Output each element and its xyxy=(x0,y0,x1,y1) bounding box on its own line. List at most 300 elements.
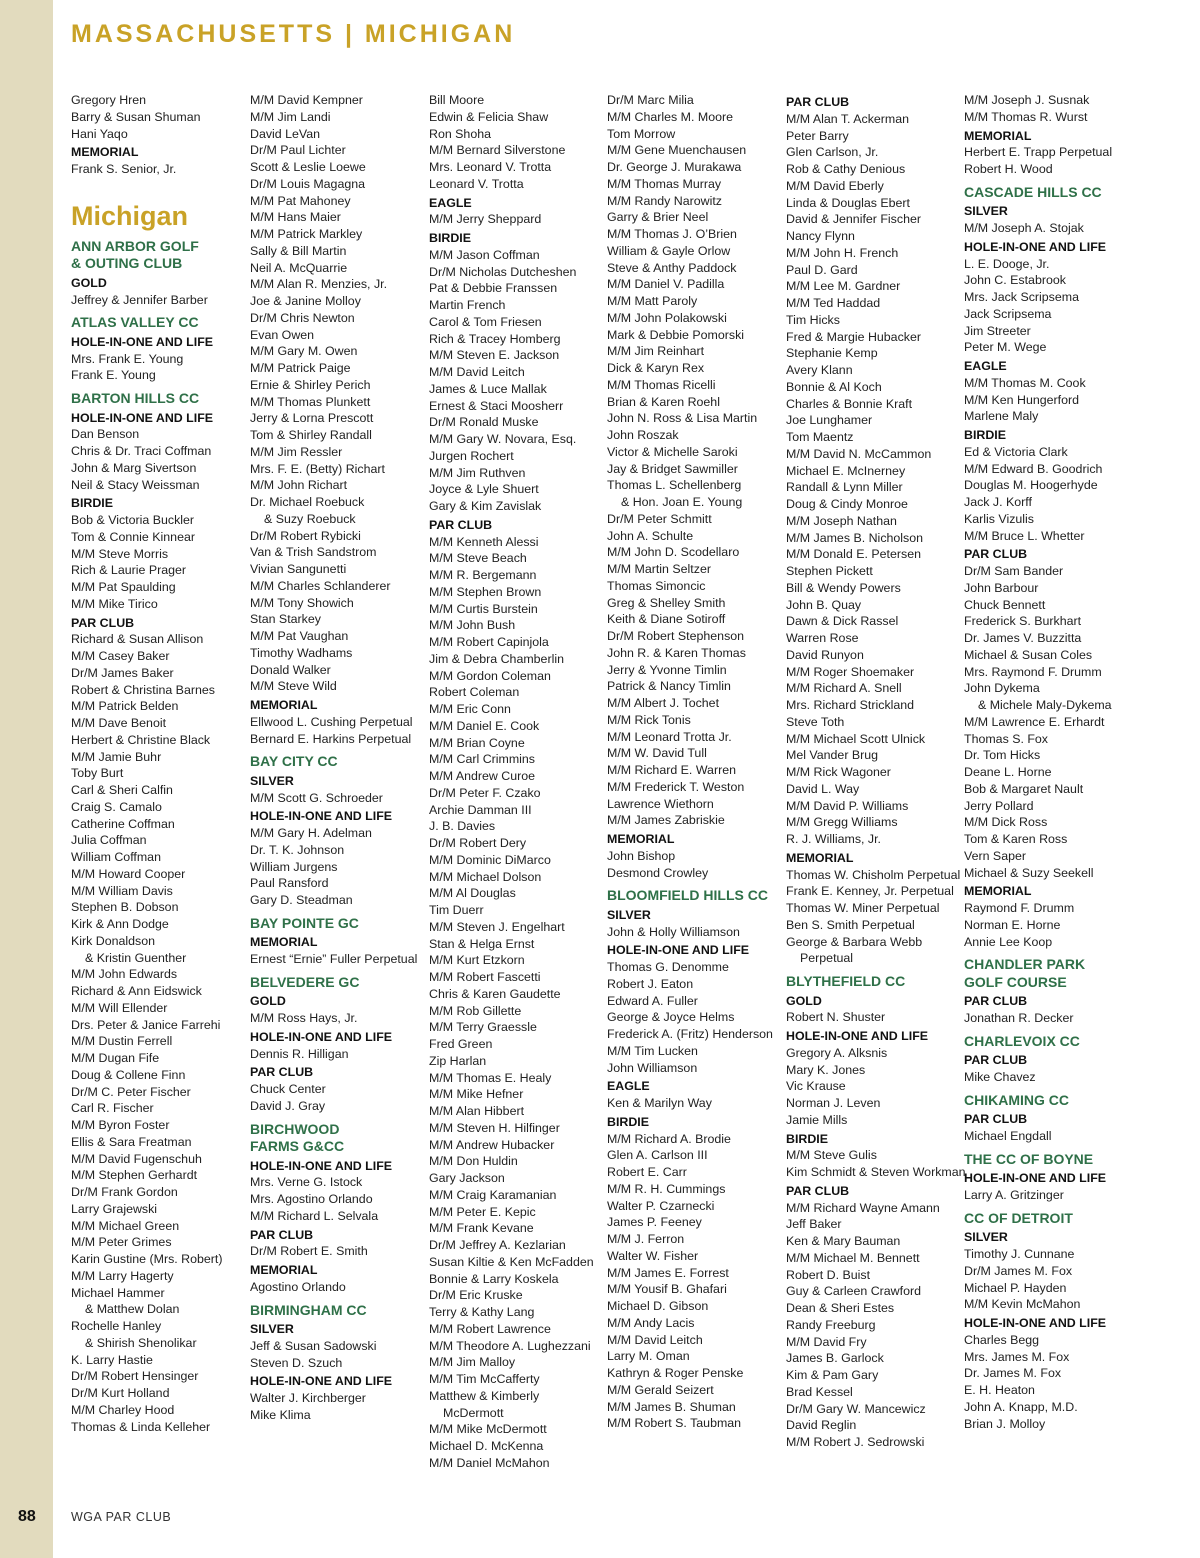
member-name: Norman E. Horne xyxy=(964,917,1061,932)
member-name: Frederick S. Burkhart xyxy=(964,614,1082,629)
member-name: M/M Patrick Belden xyxy=(71,699,179,714)
club-name: CHIKAMING CC xyxy=(964,1091,1069,1108)
member-name: M/M David Eberly xyxy=(786,178,884,193)
member-name: Timothy Wadhams xyxy=(250,645,353,660)
member-name: Thomas & Linda Kelleher xyxy=(71,1419,211,1434)
column-3 xyxy=(429,92,601,1472)
member-name: Robert E. Carr xyxy=(607,1165,687,1179)
member-name: M/M Martin Seltzer xyxy=(607,562,711,576)
member-name: K. Larry Hastie xyxy=(71,1352,153,1367)
member-name: Jay & Bridget Sawmiller xyxy=(607,461,738,476)
member-name: Van & Trish Sandstrom xyxy=(250,545,377,560)
member-name: Karlis Vizulis xyxy=(964,511,1035,526)
member-name: Jim Streeter xyxy=(964,323,1031,338)
member-name: Patrick & Nancy Timlin xyxy=(607,679,731,694)
member-name: Peter Barry xyxy=(786,128,849,143)
club-name: BIRCHWOOD xyxy=(250,1120,340,1137)
member-name: John Roszak xyxy=(607,428,679,442)
member-name: Craig S. Camalo xyxy=(71,799,162,814)
member-name: Lawrence Wiethorn xyxy=(607,796,714,811)
member-name: Gary Jackson xyxy=(429,1171,505,1185)
member-name: M/M Rick Tonis xyxy=(607,712,691,727)
member-name: M/M James B. Nicholson xyxy=(786,530,924,545)
member-name: Mrs. Jack Scripsema xyxy=(964,290,1079,304)
member-name: M/M Steven E. Jackson xyxy=(429,348,560,363)
membership-level: HOLE-IN-ONE AND LIFE xyxy=(71,410,214,425)
member-name: M/M R. H. Cummings xyxy=(607,1181,726,1196)
member-name: Martin French xyxy=(429,298,506,312)
member-name: M/M Thomas R. Wurst xyxy=(964,109,1088,124)
member-name: M/M Daniel E. Cook xyxy=(429,718,540,733)
member-name: Mel Vander Brug xyxy=(786,748,879,763)
club-name: CC OF DETROIT xyxy=(964,1209,1073,1226)
member-name: Paul D. Gard xyxy=(786,262,858,277)
member-name: Thomas S. Fox xyxy=(964,731,1049,746)
member-name: Terry & Kathy Lang xyxy=(429,1305,535,1319)
member-name: M/M Richard E. Warren xyxy=(607,763,736,777)
member-name: Mike Klima xyxy=(250,1407,311,1422)
member-name: Dean & Sheri Estes xyxy=(786,1301,895,1315)
member-name: Mrs. Richard Strickland xyxy=(786,698,915,712)
membership-level: MEMORIAL xyxy=(607,832,675,846)
member-name: M/M W. David Tull xyxy=(607,746,707,761)
member-name: M/M Michael Scott Ulnick xyxy=(786,731,926,746)
member-name: John R. & Karen Thomas xyxy=(607,645,746,660)
member-name: John & Marg Sivertson xyxy=(71,460,197,475)
member-name: Thomas G. Denomme xyxy=(607,960,729,974)
member-name: Chuck Bennett xyxy=(964,597,1046,612)
member-name: M/M Dustin Ferrell xyxy=(71,1034,173,1049)
member-name: Vic Krause xyxy=(786,1079,846,1094)
member-name: Stephen B. Dobson xyxy=(71,900,179,915)
member-name: M/M William Davis xyxy=(71,883,173,898)
member-name: M/M Stephen Brown xyxy=(429,584,542,599)
membership-level: GOLD xyxy=(786,993,822,1008)
member-name: John N. Ross & Lisa Martin xyxy=(607,411,758,426)
member-name: John C. Estabrook xyxy=(964,273,1066,288)
membership-level: MEMORIAL xyxy=(786,850,854,865)
member-name: M/M Richard A. Snell xyxy=(786,681,902,696)
member-name: Deane L. Horne xyxy=(964,765,1052,779)
member-name: Larry A. Gritzinger xyxy=(964,1188,1064,1202)
column-2 xyxy=(250,92,422,1424)
club-name: CASCADE HILLS CC xyxy=(964,183,1102,200)
member-name: Ernest “Ernie” Fuller Perpetual xyxy=(250,952,418,966)
membership-level: HOLE-IN-ONE AND LIFE xyxy=(964,239,1107,254)
member-name: Karin Gustine (Mrs. Robert) xyxy=(71,1252,223,1266)
member-name: M/M Steve Beach xyxy=(429,551,527,566)
member-name-continued: & Matthew Dolan xyxy=(85,1302,180,1317)
member-name: Fred & Margie Hubacker xyxy=(786,329,921,344)
member-name: Dr/M Kurt Holland xyxy=(71,1386,170,1400)
member-name: Steven D. Szuch xyxy=(250,1355,343,1370)
member-name: M/M Frederick T. Weston xyxy=(607,779,745,794)
member-name: Kirk & Ann Dodge xyxy=(71,917,169,931)
member-name: Bill & Wendy Powers xyxy=(786,580,901,595)
member-name: Mrs. Agostino Orlando xyxy=(250,1192,373,1206)
member-name: M/M Albert J. Tochet xyxy=(607,696,720,710)
member-name: M/M Alan T. Ackerman xyxy=(786,111,910,126)
member-name: Dr/M Peter Schmitt xyxy=(607,511,712,526)
member-name: M/M Jim Ruthven xyxy=(429,465,526,480)
member-name: Edwin & Felicia Shaw xyxy=(429,109,549,124)
member-name: Dr/M C. Peter Fischer xyxy=(71,1084,191,1099)
member-name: Dr/M Eric Kruske xyxy=(429,1288,523,1303)
member-name: Catherine Coffman xyxy=(71,816,175,831)
member-name: M/M Roger Shoemaker xyxy=(786,664,915,679)
member-name: Bill Moore xyxy=(429,93,485,107)
member-name: M/M Kevin McMahon xyxy=(964,1297,1081,1312)
member-name: M/M Tim McCafferty xyxy=(429,1372,540,1386)
member-name: William Jurgens xyxy=(250,859,338,874)
member-name: Susan Kiltie & Ken McFadden xyxy=(429,1254,594,1269)
member-name: Ellwood L. Cushing Perpetual xyxy=(250,714,413,729)
membership-level: GOLD xyxy=(71,275,107,290)
member-name: L. E. Dooge, Jr. xyxy=(964,256,1050,271)
member-name: Dr/M Louis Magagna xyxy=(250,176,366,191)
member-name: Thomas W. Miner Perpetual xyxy=(786,901,940,915)
member-name: Dan Benson xyxy=(71,427,140,442)
member-name: Larry Grajewski xyxy=(71,1201,158,1216)
member-name: Stan & Helga Ernst xyxy=(429,936,535,951)
member-name: M/M John D. Scodellaro xyxy=(607,545,740,560)
member-name: John & Holly Williamson xyxy=(607,924,740,939)
member-name: Jerry Pollard xyxy=(964,798,1034,813)
member-name: Kim & Pam Gary xyxy=(786,1368,879,1382)
membership-level: PAR CLUB xyxy=(71,615,135,630)
membership-level: SILVER xyxy=(964,1230,1008,1245)
membership-level: HOLE-IN-ONE AND LIFE xyxy=(786,1029,929,1043)
member-name: Richard & Ann Eidswick xyxy=(71,984,202,998)
club-name: BAY CITY CC xyxy=(250,753,338,770)
member-name: M/M Randy Narowitz xyxy=(607,193,722,208)
membership-level: HOLE-IN-ONE AND LIFE xyxy=(964,1316,1107,1330)
member-name: Michael P. Hayden xyxy=(964,1280,1067,1295)
member-name: Dr/M Robert Stephenson xyxy=(607,629,745,643)
membership-level: BIRDIE xyxy=(786,1131,828,1146)
member-name-continued: Perpetual xyxy=(800,951,854,966)
member-name: M/M Alan R. Menzies, Jr. xyxy=(250,277,388,292)
member-name: Charles Begg xyxy=(964,1332,1040,1347)
member-name: John Williamson xyxy=(607,1060,698,1075)
club-name: BAY POINTE GC xyxy=(250,914,359,931)
member-name: Dr. George J. Murakawa xyxy=(607,160,742,174)
member-name: Brian J. Molloy xyxy=(964,1416,1046,1431)
membership-level: SILVER xyxy=(607,907,651,922)
member-name: Douglas M. Hoogerhyde xyxy=(964,478,1098,493)
member-name: Leonard V. Trotta xyxy=(429,176,524,191)
member-name: Robert J. Eaton xyxy=(607,976,694,991)
member-name: Raymond F. Drumm xyxy=(964,901,1075,915)
column-5 xyxy=(786,92,966,1451)
member-name: Richard & Susan Allison xyxy=(71,632,204,647)
member-name: Kirk Donaldson xyxy=(71,933,156,948)
member-name: Stephanie Kemp xyxy=(786,346,878,361)
member-name: Hani Yaqo xyxy=(71,126,128,141)
member-name: M/M Matt Paroly xyxy=(607,294,698,308)
member-name: Robert D. Buist xyxy=(786,1267,871,1282)
club-name: BIRMINGHAM CC xyxy=(250,1301,367,1318)
member-name: Steve Toth xyxy=(786,714,845,729)
page-title: MASSACHUSETTS | MICHIGAN xyxy=(71,20,516,48)
member-name: M/M Theodore A. Lughezzani xyxy=(429,1338,591,1353)
member-name: M/M Stephen Gerhardt xyxy=(71,1168,198,1183)
member-name: Donald Walker xyxy=(250,662,331,677)
member-name: M/M Alan Hibbert xyxy=(429,1104,525,1118)
membership-level: BIRDIE xyxy=(429,231,471,245)
member-name: M/M Thomas M. Cook xyxy=(964,375,1086,390)
member-name: M/M R. Bergemann xyxy=(429,568,537,582)
column-1 xyxy=(71,92,243,1435)
membership-level: HOLE-IN-ONE AND LIFE xyxy=(964,1171,1107,1186)
member-name: M/M Dick Ross xyxy=(964,815,1048,830)
member-name: John A. Schulte xyxy=(607,528,694,543)
member-name: David Runyon xyxy=(786,647,864,662)
member-name: Zip Harlan xyxy=(429,1053,487,1068)
member-name: Dr/M Frank Gordon xyxy=(71,1185,178,1199)
member-name: Nancy Flynn xyxy=(786,229,855,243)
member-name: Jerry & Yvonne Timlin xyxy=(607,662,727,677)
member-name: Tom & Shirley Randall xyxy=(250,428,372,442)
member-name: Guy & Carleen Crawford xyxy=(786,1284,921,1299)
member-name: Dr/M Sam Bander xyxy=(964,564,1064,578)
member-name: M/M David Fugenschuh xyxy=(71,1151,202,1166)
member-name: Stan Starkey xyxy=(250,612,321,627)
membership-level: MEMORIAL xyxy=(250,698,318,712)
member-name: M/M Thomas E. Healy xyxy=(429,1070,552,1085)
member-name: David LeVan xyxy=(250,126,321,141)
member-name: M/M Richard Wayne Amann xyxy=(786,1200,940,1215)
member-name: M/M J. Ferron xyxy=(607,1232,685,1246)
member-name: M/M Daniel V. Padilla xyxy=(607,277,725,292)
member-name: Herbert & Christine Black xyxy=(71,732,211,747)
member-name: Joyce & Lyle Shuert xyxy=(429,482,539,497)
member-name: Walter W. Fisher xyxy=(607,1248,699,1263)
member-name: Gregory A. Alksnis xyxy=(786,1045,888,1060)
member-name: Jonathan R. Decker xyxy=(964,1011,1074,1025)
member-name: Bonnie & Al Koch xyxy=(786,379,882,394)
member-name: Garry & Brier Neel xyxy=(607,210,709,225)
member-name: M/M Pat Vaughan xyxy=(250,629,349,643)
member-name: M/M Frank Kevane xyxy=(429,1221,534,1236)
member-name: M/M James Zabriskie xyxy=(607,813,725,828)
member-name: Drs. Peter & Janice Farrehi xyxy=(71,1017,221,1032)
member-name: Matthew & Kimberly xyxy=(429,1388,540,1403)
member-name: M/M Pat Spaulding xyxy=(71,580,176,594)
member-name: Gary D. Steadman xyxy=(250,893,353,907)
membership-level: EAGLE xyxy=(607,1079,650,1094)
member-name: Michael D. Gibson xyxy=(607,1299,709,1313)
club-name-continued: & OUTING CLUB xyxy=(71,255,183,272)
member-name: Mrs. Raymond F. Drumm xyxy=(964,664,1102,679)
member-name: M/M Jason Coffman xyxy=(429,247,540,262)
member-name: M/M Charles Schlanderer xyxy=(250,578,391,593)
member-name: Steve & Anthy Paddock xyxy=(607,260,737,275)
member-name: Greg & Shelley Smith xyxy=(607,595,726,610)
member-name: George & Barbara Webb xyxy=(786,934,923,949)
member-name: Dr/M James M. Fox xyxy=(964,1263,1073,1278)
member-name: Dr/M Chris Newton xyxy=(250,310,355,325)
member-name: Edward A. Fuller xyxy=(607,993,698,1008)
member-name: M/M Thomas Ricelli xyxy=(607,377,716,392)
member-name: M/M Ted Haddad xyxy=(786,296,881,310)
membership-level: PAR CLUB xyxy=(250,1227,314,1242)
member-name: Bernard E. Harkins Perpetual xyxy=(250,731,412,746)
member-name: Frank S. Senior, Jr. xyxy=(71,162,177,176)
member-name: Victor & Michelle Saroki xyxy=(607,444,738,459)
member-name: Robert H. Wood xyxy=(964,162,1053,176)
membership-level: MEMORIAL xyxy=(964,884,1032,899)
member-name: Sally & Bill Martin xyxy=(250,243,347,258)
member-name: Dr/M Nicholas Dutcheshen xyxy=(429,264,577,279)
member-name: Brian & Karen Roehl xyxy=(607,394,720,409)
member-name: Jack J. Korff xyxy=(964,495,1032,509)
member-name: Dr. Michael Roebuck xyxy=(250,495,365,509)
member-name: Randy Freeburg xyxy=(786,1317,876,1332)
member-name: Thomas L. Schellenberg xyxy=(607,478,742,493)
member-name: Dr/M Robert Rybicki xyxy=(250,528,361,543)
member-name: M/M Jamie Buhr xyxy=(71,749,162,764)
member-name: Dr/M Marc Milia xyxy=(607,93,694,107)
member-name: Ed & Victoria Clark xyxy=(964,444,1068,459)
membership-level: MEMORIAL xyxy=(250,1263,318,1277)
member-name: M/M Joseph J. Susnak xyxy=(964,93,1090,107)
member-name: Julia Coffman xyxy=(71,833,147,848)
member-name: M/M Casey Baker xyxy=(71,649,170,663)
member-name: M/M Steve Gulis xyxy=(786,1148,877,1163)
member-name: M/M Thomas J. O’Brien xyxy=(607,227,737,241)
member-name: Walter J. Kirchberger xyxy=(250,1391,366,1405)
member-name: M/M Rob Gillette xyxy=(429,1003,522,1018)
member-name: M/M Gordon Coleman xyxy=(429,668,551,683)
member-name: M/M Mike Hefner xyxy=(429,1087,524,1102)
member-name: M/M Jim Malloy xyxy=(429,1355,516,1370)
member-name: Chuck Center xyxy=(250,1082,326,1096)
member-name: Toby Burt xyxy=(71,766,124,781)
member-name: M/M Gerald Seizert xyxy=(607,1382,714,1397)
left-margin-band xyxy=(0,0,53,1558)
membership-level: BIRDIE xyxy=(71,496,113,511)
member-name: Marlene Maly xyxy=(964,409,1039,424)
club-name: BLYTHEFIELD CC xyxy=(786,973,906,989)
member-name: M/M Ken Hungerford xyxy=(964,392,1080,407)
member-name: Linda & Douglas Ebert xyxy=(786,195,910,210)
member-name: Peter M. Wege xyxy=(964,340,1047,355)
member-name: Avery Klann xyxy=(786,363,853,377)
member-name: M/M Will Ellender xyxy=(71,1000,168,1015)
member-name: Scott & Leslie Loewe xyxy=(250,160,366,174)
member-name: Gary & Kim Zavislak xyxy=(429,499,542,513)
member-name: M/M John Bush xyxy=(429,618,516,633)
member-name: Dr/M Gary W. Mancewicz xyxy=(786,1401,926,1416)
member-name: Bob & Victoria Buckler xyxy=(71,513,195,527)
member-name: Dr/M Robert Dery xyxy=(429,836,527,850)
member-name-continued: McDermott xyxy=(443,1405,504,1420)
member-name: M/M Charles M. Moore xyxy=(607,109,733,124)
member-name: John Dykema xyxy=(964,681,1040,696)
member-name: M/M Andy Lacis xyxy=(607,1315,695,1330)
member-name: Frank E. Kenney, Jr. Perpetual xyxy=(786,884,954,899)
member-name: Neil A. McQuarrie xyxy=(250,260,348,275)
membership-level: PAR CLUB xyxy=(964,1112,1028,1127)
member-name: Frederick A. (Fritz) Henderson xyxy=(607,1027,773,1041)
member-name: Robert Coleman xyxy=(429,685,520,700)
member-name: M/M John Polakowski xyxy=(607,310,727,325)
member-name: Vern Saper xyxy=(964,848,1026,863)
member-name-continued: & Shirish Shenolikar xyxy=(85,1335,197,1350)
member-name: William & Gayle Orlow xyxy=(607,243,731,258)
member-name-continued: & Michele Maly-Dykema xyxy=(978,698,1112,712)
member-name: M/M Pat Mahoney xyxy=(250,193,351,208)
member-name: M/M Michael Green xyxy=(71,1218,180,1233)
member-name: J. B. Davies xyxy=(429,819,496,834)
member-name: Dr/M James Baker xyxy=(71,665,174,680)
member-name: Annie Lee Koop xyxy=(964,934,1053,949)
member-name: Rich & Laurie Prager xyxy=(71,563,187,578)
member-name: Chris & Dr. Traci Coffman xyxy=(71,444,212,458)
member-name: Desmond Crowley xyxy=(607,865,709,880)
member-name: M/M Don Huldin xyxy=(429,1154,518,1169)
member-name: James B. Garlock xyxy=(786,1351,884,1366)
membership-level: SILVER xyxy=(250,1322,294,1336)
club-name: BARTON HILLS CC xyxy=(71,390,200,406)
member-name: M/M Carl Crimmins xyxy=(429,752,535,767)
member-name: M/M Patrick Paige xyxy=(250,361,351,375)
member-name: Dr/M Robert Hensinger xyxy=(71,1369,199,1384)
member-name: Carl & Sheri Calfin xyxy=(71,783,173,797)
member-name: M/M James E. Forrest xyxy=(607,1265,729,1280)
member-name: Herbert E. Trapp Perpetual xyxy=(964,145,1113,160)
member-name: Tom & Connie Kinnear xyxy=(71,529,195,544)
member-name: Jack Scripsema xyxy=(964,306,1052,321)
member-name: Glen A. Carlson III xyxy=(607,1148,708,1163)
member-name: Tim Duerr xyxy=(429,903,484,917)
state-heading: Michigan xyxy=(71,200,189,231)
membership-level: PAR CLUB xyxy=(786,1183,850,1198)
member-name: M/M Richard L. Selvala xyxy=(250,1208,379,1223)
member-name: M/M Steven J. Engelhart xyxy=(429,919,565,934)
member-name: M/M Leonard Trotta Jr. xyxy=(607,729,732,744)
member-name: M/M Jim Ressler xyxy=(250,444,343,459)
member-name: Ron Shoha xyxy=(429,126,492,141)
member-name: M/M Dugan Fife xyxy=(71,1051,160,1065)
membership-level: PAR CLUB xyxy=(964,547,1028,562)
member-name: Charles & Bonnie Kraft xyxy=(786,396,913,411)
member-name: Rob & Cathy Denious xyxy=(786,162,906,176)
member-name: Tom Morrow xyxy=(607,126,676,141)
member-name: M/M Howard Cooper xyxy=(71,866,186,881)
member-name: M/M Daniel McMahon xyxy=(429,1455,550,1470)
member-name: Archie Damman III xyxy=(429,802,532,817)
club-name: THE CC OF BOYNE xyxy=(964,1150,1094,1167)
member-name: M/M Byron Foster xyxy=(71,1118,170,1132)
membership-level: BIRDIE xyxy=(964,428,1006,442)
membership-level: SILVER xyxy=(250,773,294,788)
membership-level: MEMORIAL xyxy=(964,128,1032,143)
member-name: M/M Jim Reinhart xyxy=(607,344,705,359)
member-name: Chris & Karen Gaudette xyxy=(429,986,561,1001)
member-name: M/M Scott G. Schroeder xyxy=(250,790,383,805)
member-name: M/M David Kempner xyxy=(250,93,363,107)
member-name: M/M Gregg Williams xyxy=(786,815,898,830)
member-name: Mark & Debbie Pomorski xyxy=(607,327,745,342)
member-name: M/M Robert Fascetti xyxy=(429,970,541,984)
member-name: Dr. James V. Buzzitta xyxy=(964,631,1082,645)
member-name: David L. Way xyxy=(786,781,860,796)
membership-level: MEMORIAL xyxy=(71,145,139,160)
member-name: M/M Andrew Hubacker xyxy=(429,1137,555,1152)
member-name: John Bishop xyxy=(607,848,676,863)
